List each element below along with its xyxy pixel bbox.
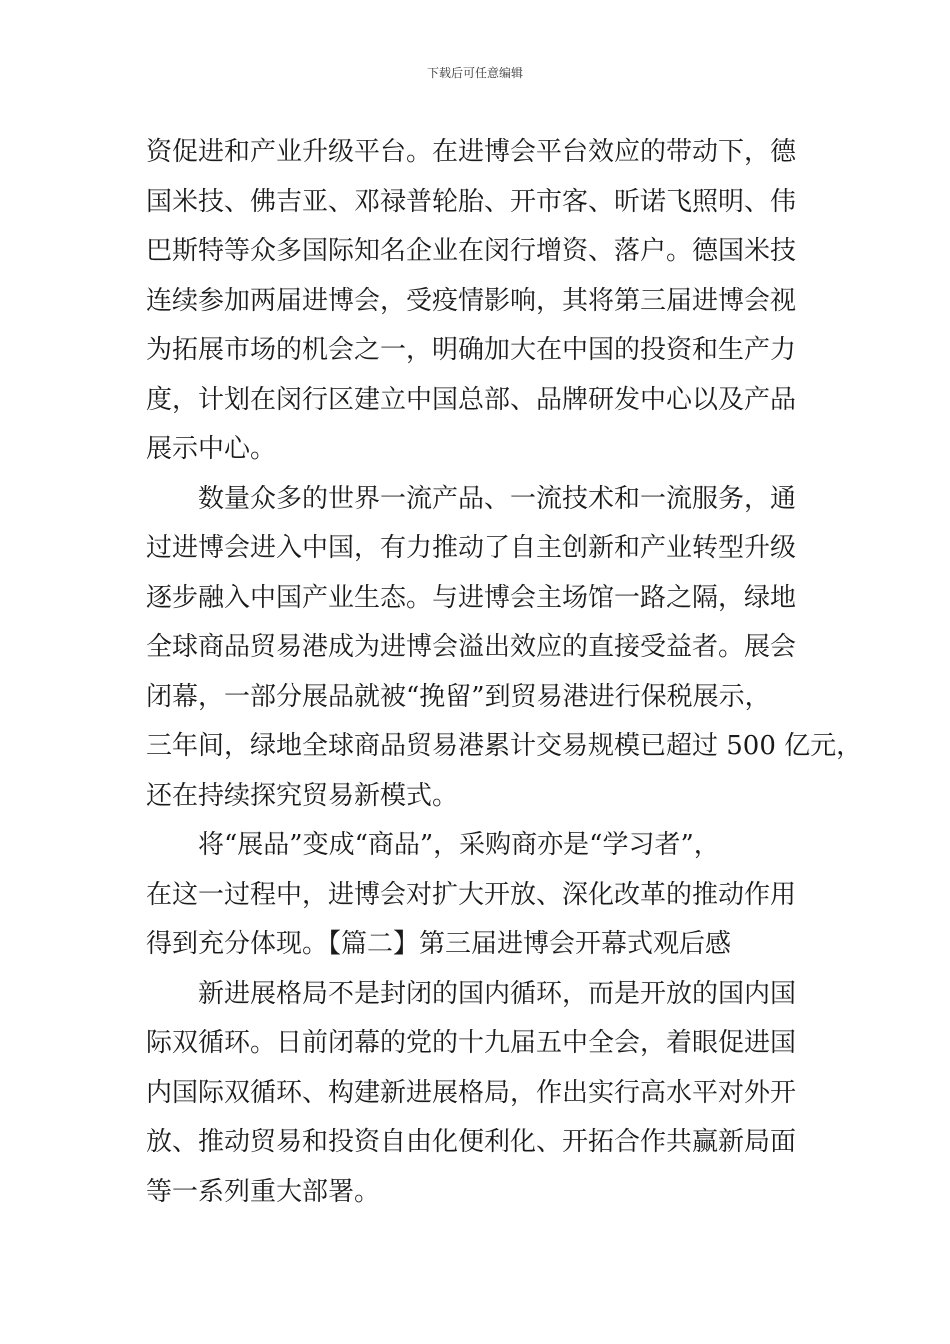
text-line: 得到充分体现。【篇二】第三届进博会开幕式观后感	[146, 929, 732, 959]
text-line: 际双循环。日前闭幕的党的十九届五中全会，着眼促进国	[146, 1028, 797, 1058]
text-line-first: 将“展品”变成“商品”，采购商亦是“学习者”，	[198, 830, 720, 860]
text-line: 内国际双循环、构建新进展格局，作出实行高水平对外开	[146, 1077, 797, 1108]
text-line: 为拓展市场的机会之一，明确加大在中国的投资和生产力	[146, 335, 797, 365]
document-body	[146, 128, 863, 1217]
text-line: 资促进和产业升级平台。在进博会平台效应的带动下，德	[146, 137, 797, 167]
text-line: 等一系列重大部署。	[146, 1176, 381, 1207]
text-line: 闭幕，一部分展品就被“挽留”到贸易港进行保税展示，	[146, 681, 771, 712]
text-line: 国米技、佛吉亚、邓禄普轮胎、开市客、昕诺飞照明、伟	[146, 186, 797, 217]
text-line: 连续参加两届进博会，受疫情影响，其将第三届进博会视	[146, 285, 797, 316]
text-line: 三年间，绿地全球商品贸易港累计交易规模已超过 500 亿元，	[146, 731, 863, 761]
page-header-note: 下载后可任意编辑	[426, 66, 523, 80]
text-line-first: 新进展格局不是封闭的国内循环，而是开放的国内国	[198, 978, 797, 1009]
text-line: 还在持续探究贸易新模式。	[146, 780, 459, 811]
paragraph-3	[146, 821, 810, 970]
text-line: 过进博会进入中国，有力推动了自主创新和产业转型升级	[146, 533, 797, 563]
text-line: 巴斯特等众多国际知名企业在闵行增资、落户。德国米技	[146, 236, 797, 266]
text-line: 全球商品贸易港成为进博会溢出效应的直接受益者。展会	[146, 632, 797, 662]
text-line-first: 数量众多的世界一流产品、一流技术和一流服务，通	[198, 483, 797, 514]
paragraph-2	[146, 475, 863, 822]
text-line: 在这一过程中，进博会对扩大开放、深化改革的推动作用	[146, 879, 797, 910]
paragraph-4	[146, 970, 810, 1218]
text-line: 度，计划在闵行区建立中国总部、品牌研发中心以及产品	[146, 384, 797, 415]
text-line: 放、推动贸易和投资自由化便利化、开拓合作共赢新局面	[146, 1127, 797, 1157]
text-line: 展示中心。	[146, 434, 277, 464]
text-line: 逐步融入中国产业生态。与进博会主场馆一路之隔，绿地	[146, 582, 797, 613]
paragraph-1	[146, 128, 810, 475]
